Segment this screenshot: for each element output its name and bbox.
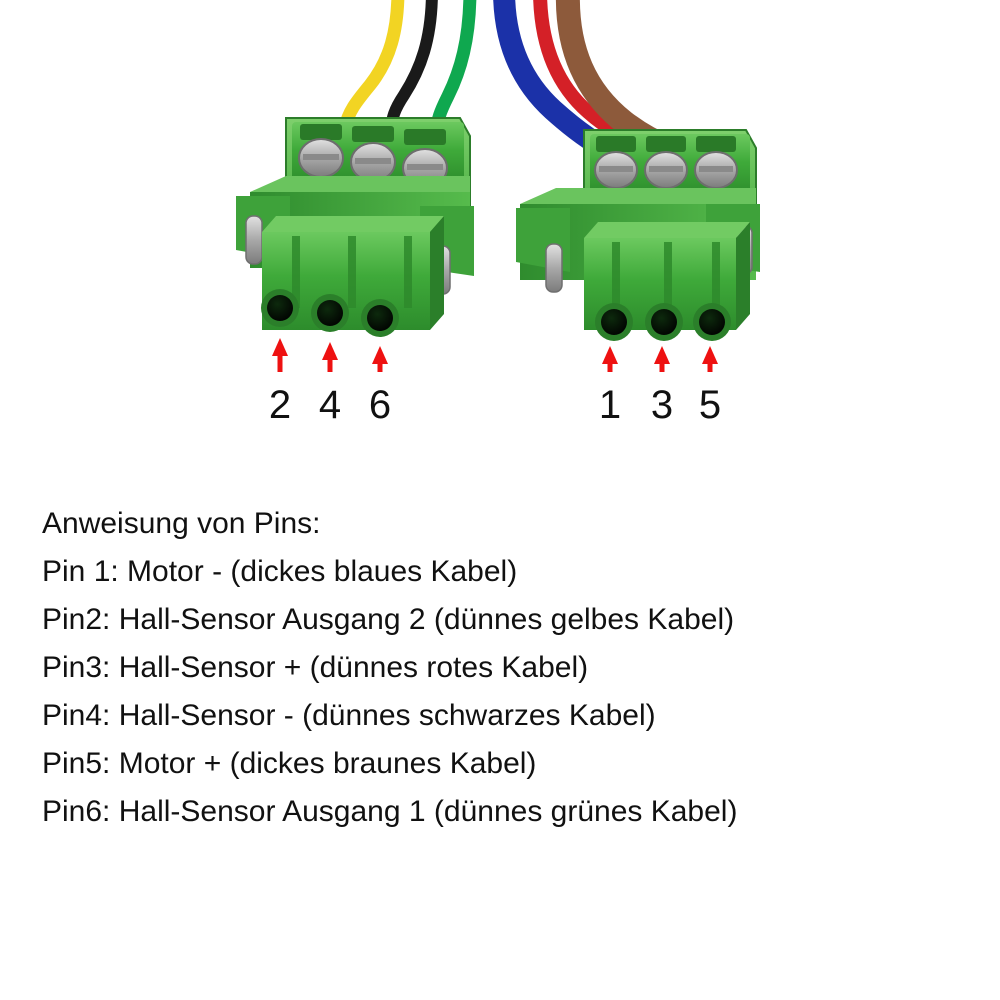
pin-label-6: 6: [368, 383, 392, 427]
left-connector: [236, 118, 474, 337]
pin-label-1: 1: [598, 383, 622, 427]
legend-line-pin1: Pin 1: Motor - (dickes blaues Kabel): [42, 555, 518, 588]
connector-pinout-diagram: [0, 0, 1000, 470]
legend-line-pin5: Pin5: Motor + (dickes braunes Kabel): [42, 747, 537, 780]
pin-instruction-legend: [42, 500, 992, 836]
pin-label-2: 2: [268, 383, 292, 427]
right-screw-terminals: [595, 136, 737, 188]
legend-line-pin3: Pin3: Hall-Sensor + (dünnes rotes Kabel): [42, 651, 589, 684]
arrow-pin-2: [272, 338, 288, 372]
arrow-pin-4: [322, 342, 338, 372]
pin-label-4: 4: [318, 383, 342, 427]
legend-title: Anweisung von Pins:: [42, 507, 321, 540]
right-pin-holes: [595, 303, 731, 341]
right-connector: [516, 130, 760, 341]
pin-label-5: 5: [698, 383, 722, 427]
legend-line-pin6: Pin6: Hall-Sensor Ausgang 1 (dünnes grünes Kabel): [42, 795, 738, 828]
arrow-pin-6: [372, 346, 388, 372]
arrow-pin-1: [602, 346, 618, 372]
pin-arrows: [272, 338, 718, 372]
arrow-pin-5: [702, 346, 718, 372]
pin-label-3: 3: [650, 383, 674, 427]
legend-line-pin4: Pin4: Hall-Sensor - (dünnes schwarzes Kabel): [42, 699, 656, 732]
legend-line-pin2: Pin2: Hall-Sensor Ausgang 2 (dünnes gelbes Kabel): [42, 603, 735, 636]
arrow-pin-3: [654, 346, 670, 372]
green-wire: [437, 0, 470, 132]
